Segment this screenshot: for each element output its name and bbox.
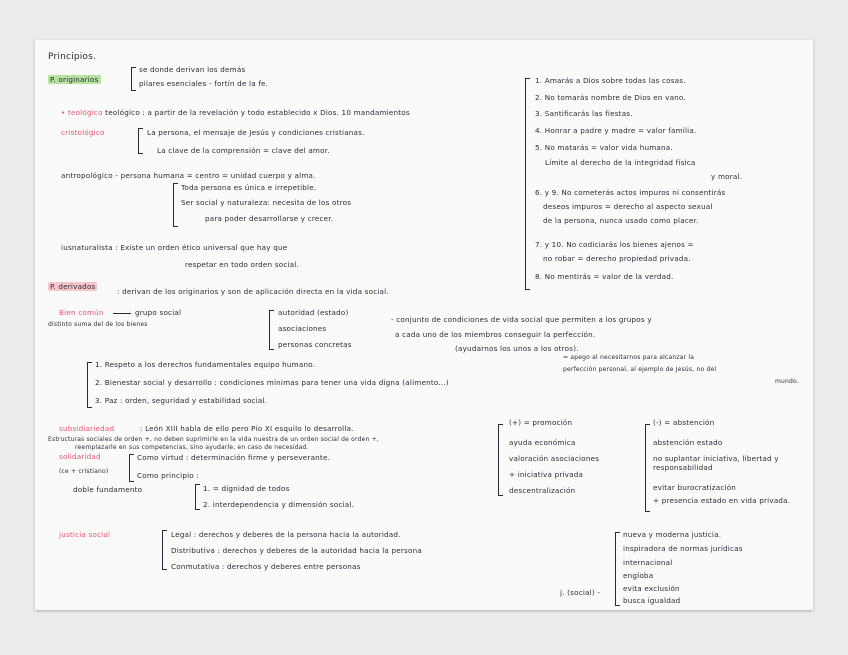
requisito-item: 2. Bienestar social y desarrollo : condiciones mínimas para tener una vida digna (alimento...) xyxy=(95,378,449,387)
mandamiento-item: 1. Amarás a Dios sobre todas las cosas. xyxy=(535,76,686,85)
antropologico-line-3: Ser social y naturaleza: necesita de los otros xyxy=(181,198,352,207)
justicia-item: Distributiva : derechos y deberes de la autoridad hacia la persona xyxy=(171,546,422,555)
bracket xyxy=(162,530,167,570)
mandamiento-item: 3. Santificarás las fiestas. xyxy=(535,109,633,118)
grupo-social: grupo social xyxy=(135,308,182,317)
bracket xyxy=(173,183,178,227)
bracket xyxy=(498,424,503,496)
mandamiento-item: de la persona, nunca usado como placer. xyxy=(543,216,699,225)
cristologico-line-2: La clave de la comprensión = clave del amor. xyxy=(157,146,330,155)
jesus-note-3: mundo. xyxy=(775,378,799,385)
bracket xyxy=(131,67,136,91)
bien-comun-def-1: - conjunto de condiciones de vida social que permiten a los grupos y xyxy=(391,315,652,324)
originarios-line-2: pilares esenciales - fortín de la fe. xyxy=(139,79,269,88)
page-title: Principios. xyxy=(48,52,97,62)
subsidiariedad-line-1: : León XIII habla de ello pero Pío XI esquilo lo desarrolla. xyxy=(140,424,354,433)
antropologico-line-2: Toda persona es única e irrepetible. xyxy=(181,183,317,192)
arrow xyxy=(113,313,131,314)
mandamientos-bracket xyxy=(525,78,530,290)
derivados-label: P. derivados xyxy=(50,282,96,291)
abstencion-item: abstención estado xyxy=(653,438,723,447)
antropologico-line-4: para poder desarrollarse y crecer. xyxy=(205,214,334,223)
notes-page xyxy=(35,40,813,610)
promocion-item: + iniciativa privada xyxy=(509,470,584,479)
subsidiariedad-label: subsidiariedad xyxy=(59,424,115,433)
abstencion-header: (-) = abstención xyxy=(653,418,715,427)
j-social-label: j. (social) - xyxy=(560,588,601,597)
bien-comun-def-3: (ayudarnos los unos a los otros). xyxy=(455,344,579,353)
teologico-text: • teológico teológico : a partir de la revelación y todo establecido x Dios. 10 mandamientos xyxy=(61,108,410,117)
solidaridad-principio: Como principio : xyxy=(137,471,199,480)
promocion-item: descentralización xyxy=(509,486,576,495)
doble-fundamento: doble fundamento xyxy=(73,485,143,494)
mandamiento-item: Límite al derecho de la integridad física xyxy=(545,158,696,167)
subsidiariedad-line-2: Estructuras sociales de orden +, no deben suprimirle en la vida nuestra de un orden social de orden +, xyxy=(48,436,379,443)
derivados-intro: : derivan de los originarios y son de aplicación directa en la vida social. xyxy=(117,287,389,296)
bracket xyxy=(138,128,143,154)
cristologico-line-1: La persona, el mensaje de Jesús y condiciones cristianas. xyxy=(147,128,365,137)
justicia-item: Conmutativa : derechos y deberes entre personas xyxy=(171,562,361,571)
bracket xyxy=(645,424,650,512)
j-social-item: internacional xyxy=(623,558,673,567)
originarios-label: P. originarios xyxy=(50,75,99,84)
solidaridad-label: solidaridad xyxy=(59,452,101,461)
mandamiento-item: 7. y 10. No codiciarás los bienes ajenos = xyxy=(535,240,694,249)
jesus-note-2: perfección personal, al ejemplo de Jesús, no del xyxy=(563,366,717,373)
cristologico-label: cristológico xyxy=(61,128,105,137)
antropologico-text: antropológico - persona humana = centro = unidad cuerpo y alma. xyxy=(61,171,316,180)
mandamiento-item: 8. No mentirás = valor de la verdad. xyxy=(535,272,674,281)
bien-comun-def-2: a cada uno de los miembros conseguir la perfección. xyxy=(395,330,596,339)
bracket xyxy=(129,454,134,482)
bien-comun-label: Bien común xyxy=(59,308,104,317)
mandamiento-item: 5. No matarás = valor vida humana. xyxy=(535,143,673,152)
bracket xyxy=(87,362,92,408)
grupo-item: autoridad (estado) xyxy=(278,308,349,317)
j-social-item: nueva y moderna justicia. xyxy=(623,530,722,539)
fundamento-item: 1. = dignidad de todos xyxy=(203,484,290,493)
promocion-item: valoración asociaciones xyxy=(509,454,600,463)
iusnaturalista-line-2: respetar en todo orden social. xyxy=(185,260,299,269)
mandamiento-item: 6. y 9. No cometerás actos impuros ni consentirás xyxy=(535,188,726,197)
abstencion-item: no suplantar iniciativa, libertad y responsabilidad xyxy=(653,454,779,472)
abstencion-item: + presencia estado en vida privada. xyxy=(653,496,791,505)
mandamiento-item: 4. Honrar a padre y madre = valor familia. xyxy=(535,126,697,135)
promocion-header: (+) = promoción xyxy=(509,418,573,427)
iusnaturalista-text: iusnaturalista : Existe un orden ético universal que hay que xyxy=(61,243,288,252)
j-social-item: busca igualdad xyxy=(623,596,681,605)
bracket xyxy=(195,484,200,510)
fundamento-item: 2. interdependencia y dimensión social. xyxy=(203,500,355,509)
requisito-item: 1. Respeto a los derechos fundamentales equipo humano. xyxy=(95,360,316,369)
j-social-item: engloba xyxy=(623,571,654,580)
promocion-item: ayuda económica xyxy=(509,438,576,447)
grupo-item: asociaciones xyxy=(278,324,327,333)
jesus-note-1: = apego al necesitarnos para alcanzar la xyxy=(563,354,695,361)
subsidiariedad-line-3: reemplazarle en sus competencias, sino ayudarle, en caso de necesidad. xyxy=(75,444,309,451)
justicia-item: Legal : derechos y deberes de la persona hacia la autoridad. xyxy=(171,530,401,539)
solidaridad-virtud: Como virtud : determinación firme y perseverante. xyxy=(137,453,331,462)
mandamiento-item: y moral. xyxy=(711,172,743,181)
bracket xyxy=(269,310,274,350)
bracket xyxy=(615,532,620,606)
abstencion-item: evitar burocratización xyxy=(653,483,737,492)
mandamiento-item: 2. No tomarás nombre de Dios en vano. xyxy=(535,93,686,102)
j-social-item: inspiradora de normas jurídicas xyxy=(623,544,743,553)
solidaridad-note: (ce + cristiano) xyxy=(59,468,109,475)
j-social-item: evita exclusión xyxy=(623,584,680,593)
bien-comun-note: distinto suma del de los bienes xyxy=(48,321,148,328)
grupo-item: personas concretas xyxy=(278,340,352,349)
originarios-line-1: se donde derivan los demás xyxy=(139,65,246,74)
justicia-label: justicia social xyxy=(59,530,111,539)
requisito-item: 3. Paz : orden, seguridad y estabilidad social. xyxy=(95,396,268,405)
mandamiento-item: no robar = derecho propiedad privada. xyxy=(543,254,691,263)
mandamiento-item: deseos impuros = derecho al aspecto sexual xyxy=(543,202,713,211)
